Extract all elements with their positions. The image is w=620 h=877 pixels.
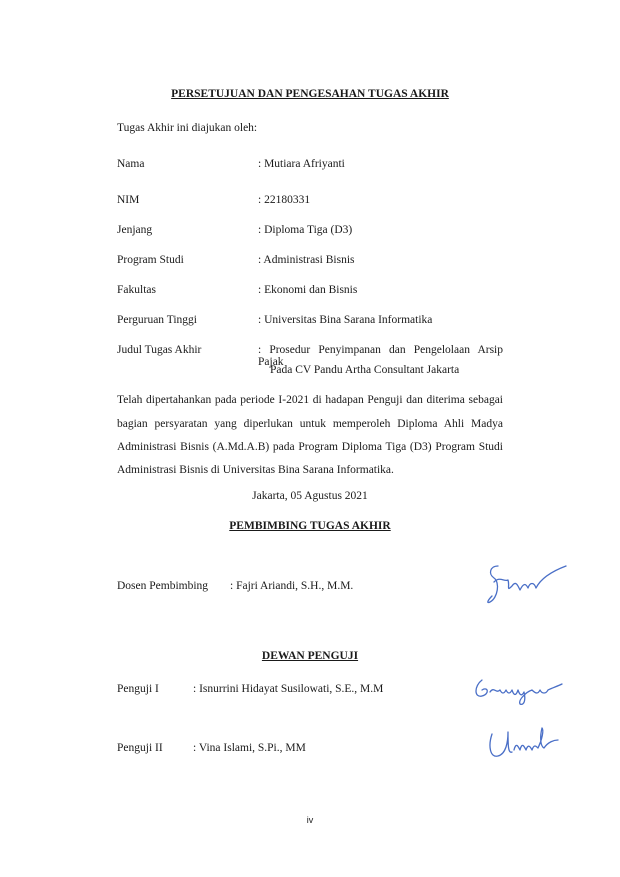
page-title: PERSETUJUAN DAN PENGESAHAN TUGAS AKHIR	[171, 88, 449, 100]
field-value-fakultas: : Ekonomi dan Bisnis	[258, 284, 358, 296]
field-label-judul: Judul Tugas Akhir	[117, 344, 202, 356]
examiners-heading: DEWAN PENGUJI	[261, 650, 359, 662]
field-value-nama: : Mutiara Afriyanti	[258, 158, 345, 170]
supervisor-signature	[480, 560, 575, 608]
page-number: iv	[306, 815, 314, 825]
field-value-judul: : Prosedur Penyimpanan dan Pengelolaan Arsip Pajak	[258, 344, 503, 368]
supervisor-value: : Fajri Ariandi, S.H., M.M.	[230, 580, 354, 592]
field-label-nim: NIM	[117, 194, 140, 206]
examiner-1-signature	[468, 672, 568, 710]
field-value-program-studi: : Administrasi Bisnis	[258, 254, 355, 266]
intro-text: Tugas Akhir ini diajukan oleh:	[117, 122, 258, 134]
field-value-judul-line2: Pada CV Pandu Artha Consultant Jakarta	[270, 364, 460, 376]
examiner-2-signature	[480, 722, 565, 770]
field-label-fakultas: Fakultas	[117, 284, 156, 296]
paragraph-line: Telah dipertahankan pada periode I-2021 di hadapan Penguji dan diterima sebagai	[117, 394, 503, 406]
field-label-program-studi: Program Studi	[117, 254, 184, 266]
supervisor-label: Dosen Pembimbing	[117, 580, 209, 592]
paragraph-line: bagian persyaratan yang diperlukan untuk memperoleh Diploma Ahli Madya	[117, 418, 503, 430]
field-value-jenjang: : Diploma Tiga (D3)	[258, 224, 353, 236]
examiner-1-value: : Isnurrini Hidayat Susilowati, S.E., M.M	[193, 683, 384, 695]
paragraph-line: Administrasi Bisnis (A.Md.A.B) pada Program Diploma Tiga (D3) Program Studi	[117, 441, 503, 453]
field-label-perguruan-tinggi: Perguruan Tinggi	[117, 314, 197, 326]
field-value-perguruan-tinggi: : Universitas Bina Sarana Informatika	[258, 314, 433, 326]
examiner-2-label: Penguji II	[117, 742, 163, 754]
examiner-1-label: Penguji I	[117, 683, 159, 695]
place-date: Jakarta, 05 Agustus 2021	[252, 490, 368, 502]
field-label-jenjang: Jenjang	[117, 224, 153, 236]
examiner-2-value: : Vina Islami, S.Pi., MM	[193, 742, 306, 754]
supervisor-heading: PEMBIMBING TUGAS AKHIR	[229, 520, 391, 532]
field-value-nim: : 22180331	[258, 194, 311, 206]
paragraph-line: Administrasi Bisnis di Universitas Bina Sarana Informatika.	[117, 464, 394, 476]
field-label-nama: Nama	[117, 158, 145, 170]
